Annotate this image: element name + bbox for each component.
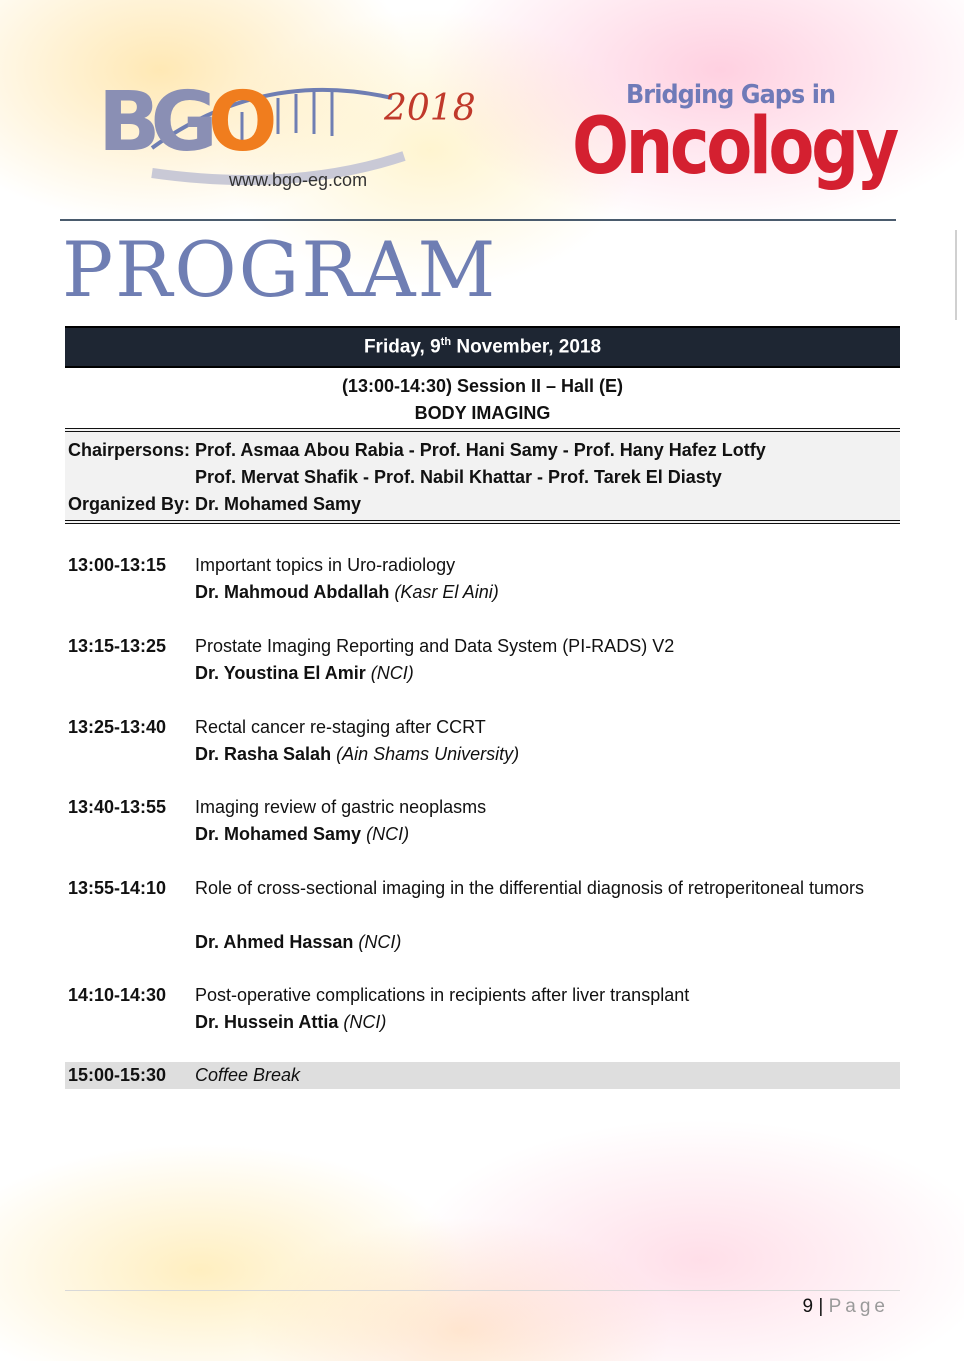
logo-year: 2018 <box>384 88 476 129</box>
coffee-break-time: 15:00-15:30 <box>68 1065 167 1085</box>
chairpersons-line-2: Prof. Mervat Shafik - Prof. Nabil Khattar - Prof. Tarek El Diasty <box>195 467 722 487</box>
speaker-name: Dr. Ahmed Hassan <box>195 932 354 952</box>
speaker-name: Dr. Youstina El Amir <box>195 663 366 683</box>
speaker-name: Dr. Rasha Salah <box>195 744 332 764</box>
slot-time: 13:15-13:25 <box>68 636 167 656</box>
brand-title: Oncology <box>572 102 896 192</box>
session-title: BODY IMAGING <box>414 403 551 423</box>
speaker-affiliation: (Ain Shams University) <box>336 744 520 764</box>
slot-topic: Important topics in Uro-radiology <box>195 555 456 575</box>
speaker-affiliation: (NCI) <box>358 932 402 952</box>
footer-separator: | <box>818 1296 824 1317</box>
slot-speaker <box>195 929 401 956</box>
coffee-break-row <box>65 1062 900 1089</box>
chairpersons-line-1: Prof. Asmaa Abou Rabia - Prof. Hani Samy - Prof. Hany Hafez Lotfy <box>195 440 766 460</box>
slot-speaker <box>195 579 499 606</box>
logo-url: www.bgo-eg.com <box>229 170 368 190</box>
page-number: 9 <box>802 1296 814 1317</box>
session-line: (13:00-14:30) Session II – Hall (E) <box>341 376 624 396</box>
page-footer <box>803 1296 889 1318</box>
slot-time: 13:25-13:40 <box>68 717 167 737</box>
speaker-affiliation: (NCI) <box>370 663 414 683</box>
page-title: PROGRAM <box>62 225 498 314</box>
footer-divider <box>65 1290 900 1291</box>
slot-topic: Imaging review of gastric neoplasms <box>195 797 487 817</box>
organized-by-label: Organized By: <box>68 494 191 514</box>
page-edge-mark <box>955 230 957 320</box>
slot-topic: Post-operative complications in recipients after liver transplant <box>195 985 690 1005</box>
page-word: Page <box>828 1296 889 1317</box>
chairpersons-label: Chairpersons: <box>68 440 191 460</box>
slot-time: 13:00-13:15 <box>68 555 167 575</box>
slot-time: 13:40-13:55 <box>68 797 167 817</box>
speaker-name: Dr. Hussein Attia <box>195 1012 339 1032</box>
slot-topic: Prostate Imaging Reporting and Data System (PI-RADS) V2 <box>195 636 675 656</box>
slot-time: 13:55-14:10 <box>68 878 167 898</box>
coffee-break-label: Coffee Break <box>195 1065 301 1085</box>
organizer-name: Dr. Mohamed Samy <box>195 494 362 514</box>
date-text: Friday, 9th November, 2018 <box>363 335 602 358</box>
header-divider <box>60 219 896 221</box>
slot-speaker <box>195 741 519 768</box>
speaker-affiliation: (NCI) <box>343 1012 387 1032</box>
slot-topic: Rectal cancer re-staging after CCRT <box>195 717 486 737</box>
slot-topic: Role of cross-sectional imaging in the differential diagnosis of retroperitoneal tumors <box>195 878 865 898</box>
speaker-affiliation: (NCI) <box>366 824 410 844</box>
brand-subtitle: Bridging Gaps in <box>626 80 836 110</box>
speaker-name: Dr. Mohamed Samy <box>195 824 362 844</box>
slot-time: 14:10-14:30 <box>68 985 167 1005</box>
speaker-affiliation: (Kasr El Aini) <box>394 582 499 602</box>
logo-letters: BGO <box>98 75 268 170</box>
slot-speaker <box>195 821 409 848</box>
slot-speaker <box>195 1009 386 1036</box>
date-bar <box>65 326 900 368</box>
slot-speaker <box>195 660 414 687</box>
speaker-name: Dr. Mahmoud Abdallah <box>195 582 390 602</box>
